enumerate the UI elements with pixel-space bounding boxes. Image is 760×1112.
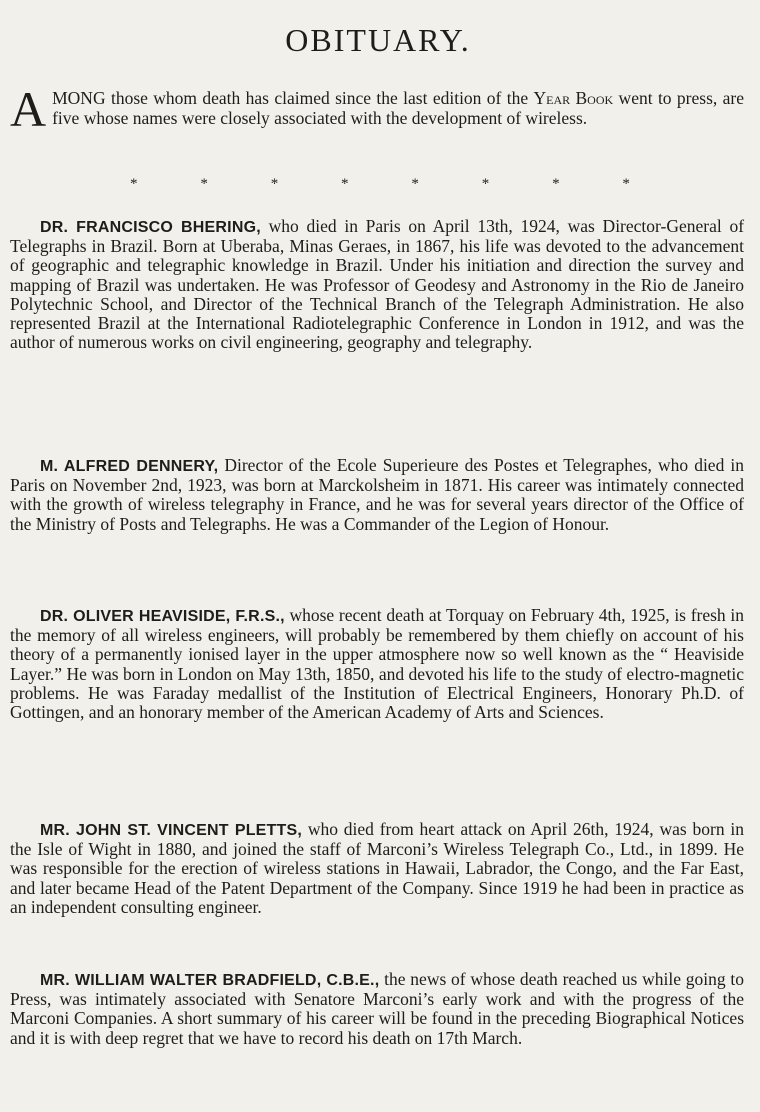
entry-name: MR. WILLIAM WALTER BRADFIELD, C.B.E., — [40, 972, 380, 989]
separator-star: * — [622, 176, 630, 192]
drop-cap: A — [10, 81, 47, 137]
obituary-page — [10, 0, 746, 1112]
obituary-entry-dennery — [10, 456, 744, 534]
entry-text: Director of the Ecole Superieure des Postes et Telegraphes, who died in Paris on November 2nd, 1923, was born at Marckolsheim in 1871. His career was intimately connected with the growth of wireless telegraphy in France, and he was for several years director of the Office of the Ministry of Posts and Telegraphs. He was a Commander of the Legion of Honour. — [10, 455, 745, 534]
separator-star: * — [130, 176, 138, 192]
intro-paragraph — [10, 81, 744, 137]
section-separator — [130, 176, 630, 192]
obituary-entry-bradfield — [10, 970, 744, 1048]
separator-star: * — [411, 176, 419, 192]
separator-star: * — [270, 176, 279, 192]
separator-star: * — [341, 176, 349, 192]
entry-name: M. ALFRED DENNERY, — [40, 458, 219, 475]
obituary-entry-pletts — [10, 820, 744, 917]
separator-star: * — [481, 176, 490, 192]
separator-star: * — [200, 176, 208, 192]
entry-text: whose recent death at Torquay on February 4th, 1925, is fresh in the memory of all wireless engineers, will probably be remembered by them chiefly on account of his theory of a permanently ionised layer in the upper atmosphere now so well known as the “ Heaviside Layer.” He was born in London on May 13th, 1850, and devoted his life to the study of electro-magnetic problems. He was Faraday medallist of the Institution of Electrical Engineers, Honorary Ph.D. of Gottingen, and an honorary member of the American Academy of Arts and Sciences. — [10, 605, 744, 723]
intro-text-after: went to press, are five whose names were closely associated with the development of wireless. — [52, 88, 744, 128]
entry-name: DR. FRANCISCO BHERING, — [40, 219, 261, 236]
publication-name: Year Book — [533, 88, 614, 108]
entry-name: DR. OLIVER HEAVISIDE, F.R.S., — [40, 608, 285, 625]
separator-star: * — [552, 176, 560, 192]
entry-text: the news of whose death reached us while going to Press, was intimately associated with Senatore Marconi’s early work and with the progress of the Marconi Companies. A short summary of his career will be found in the preceding Biographical Notices and it is with deep regret that we have to record his death on 17th March. — [10, 969, 744, 1048]
entry-text: who died from heart attack on April 26th, 1924, was born in the Isle of Wight in 1880, and joined the staff of Marconi’s Wireless Telegraph Co., Ltd., in 1899. He was responsible for the erection of wireless stations in Hawaii, Labrador, the Congo, and the Far East, and later became Head of the Patent Department of the Company. Since 1919 he had been in practice as an independent consulting engineer. — [10, 819, 745, 917]
intro-text-before: MONG those whom death has claimed since the last edition of the — [52, 88, 534, 108]
entry-text: who died in Paris on April 13th, 1924, was Director-General of Telegraphs in Brazil. Born at Uberaba, Minas Geraes, in 1867, his life was devoted to the advancement of geographic and telegraphic knowledge in Brazil. Under his initiation and direction the survey and mapping of Brazil was undertaken. He was Professor of Geodesy and Astronomy in the Rio de Janeiro Polytechnic School, and Director of the Technical Branch of the Telegraph Administration. He also represented Brazil at the International Radiotelegraphic Conference in London in 1912, and was the author of numerous works on civil engineering, geography and telegraphy. — [10, 216, 745, 353]
entry-name: MR. JOHN ST. VINCENT PLETTS, — [40, 822, 303, 839]
obituary-entry-heaviside — [10, 606, 744, 722]
page-title: OBITUARY. — [285, 22, 471, 58]
obituary-entry-bhering — [10, 217, 744, 352]
